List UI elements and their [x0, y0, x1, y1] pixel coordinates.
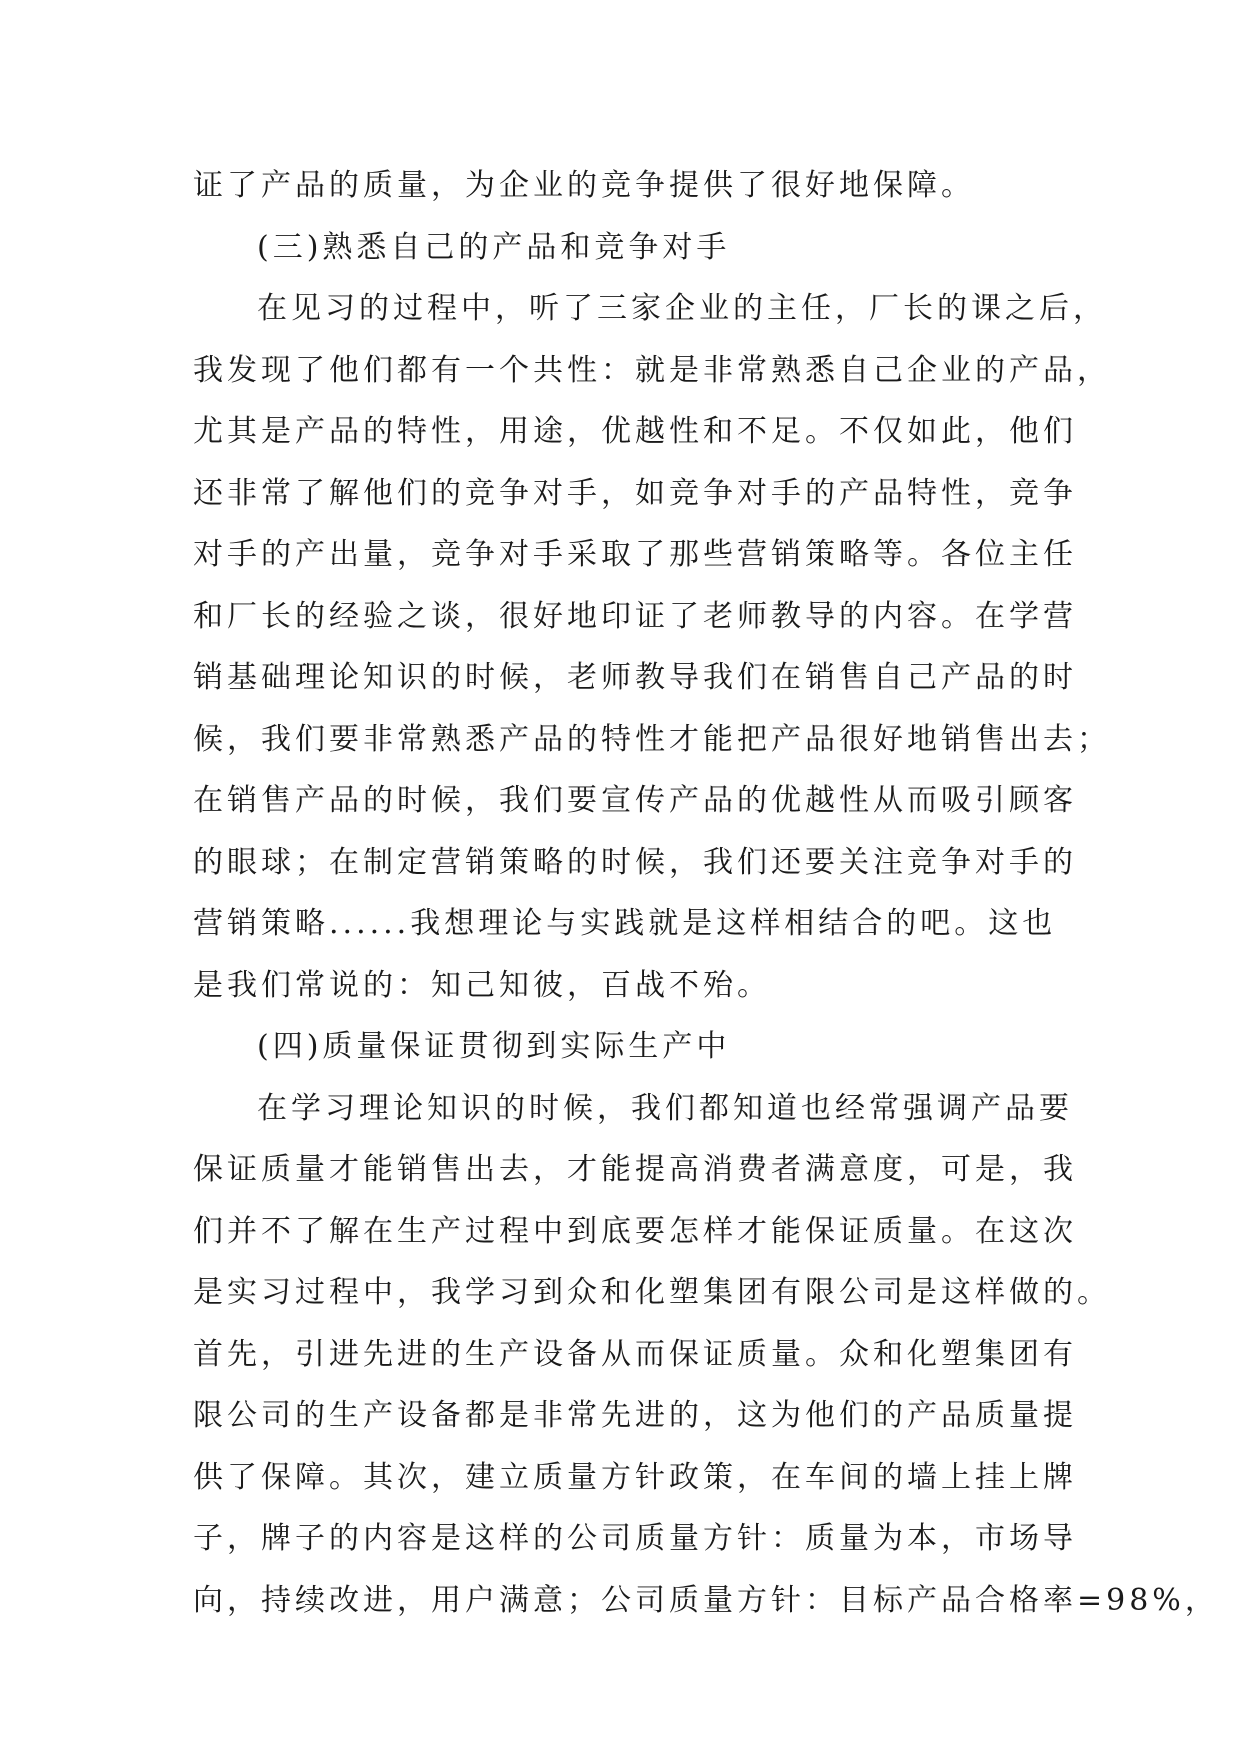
text-line: 限公司的生产设备都是非常先进的，这为他们的产品质量提	[193, 1398, 1077, 1433]
text-line: 在销售产品的时候，我们要宣传产品的优越性从而吸引顾客	[193, 783, 1077, 818]
text-line: 营销策略......我想理论与实践就是这样相结合的吧。这也	[193, 906, 1057, 941]
text-line: 首先，引进先进的生产设备从而保证质量。众和化塑集团有	[193, 1336, 1077, 1372]
text-line: 们并不了解在生产过程中到底要怎样才能保证质量。在这次	[193, 1213, 1077, 1249]
text-line: 还非常了解他们的竞争对手，如竞争对手的产品特性，竞争	[193, 475, 1077, 511]
text-line: 的眼球；在制定营销策略的时候，我们还要关注竞争对手的	[193, 844, 1077, 880]
text-line: 在学习理论知识的时候，我们都知道也经常强调产品要	[257, 1090, 1073, 1126]
text-line: 销基础理论知识的时候，老师教导我们在销售自己产品的时	[193, 660, 1077, 695]
text-line: 对手的产出量，竞争对手采取了那些营销策略等。各位主任	[193, 537, 1077, 572]
text-line: 候，我们要非常熟悉产品的特性才能把产品很好地销售出去；	[193, 721, 1111, 757]
text-line: 在见习的过程中，听了三家企业的主任，厂长的课之后，	[257, 291, 1107, 326]
text-line: 和厂长的经验之谈，很好地印证了老师教导的内容。在学营	[193, 598, 1077, 634]
text-line: 保证质量才能销售出去，才能提高消费者满意度，可是，我	[193, 1152, 1077, 1187]
text-line: 向，持续改进，用户满意；公司质量方针：目标产品合格率=98%，	[193, 1582, 1219, 1618]
text-line: 是实习过程中，我学习到众和化塑集团有限公司是这样做的。	[193, 1275, 1111, 1310]
body-text	[193, 155, 1219, 1631]
text-line: 证了产品的质量，为企业的竞争提供了很好地保障。	[193, 168, 975, 203]
text-line: 子，牌子的内容是这样的公司质量方针：质量为本，市场导	[193, 1521, 1077, 1556]
text-line: 我发现了他们都有一个共性：就是非常熟悉自己企业的产品，	[193, 352, 1111, 388]
section-heading: (三)熟悉自己的产品和竞争对手	[257, 229, 731, 265]
text-line: 是我们常说的：知己知彼，百战不殆。	[193, 967, 771, 1003]
text-line: 尤其是产品的特性，用途，优越性和不足。不仅如此，他们	[193, 414, 1077, 449]
text-line: 供了保障。其次，建立质量方针政策，在车间的墙上挂上牌	[193, 1459, 1077, 1495]
section-heading: (四)质量保证贯彻到实际生产中	[257, 1029, 731, 1064]
